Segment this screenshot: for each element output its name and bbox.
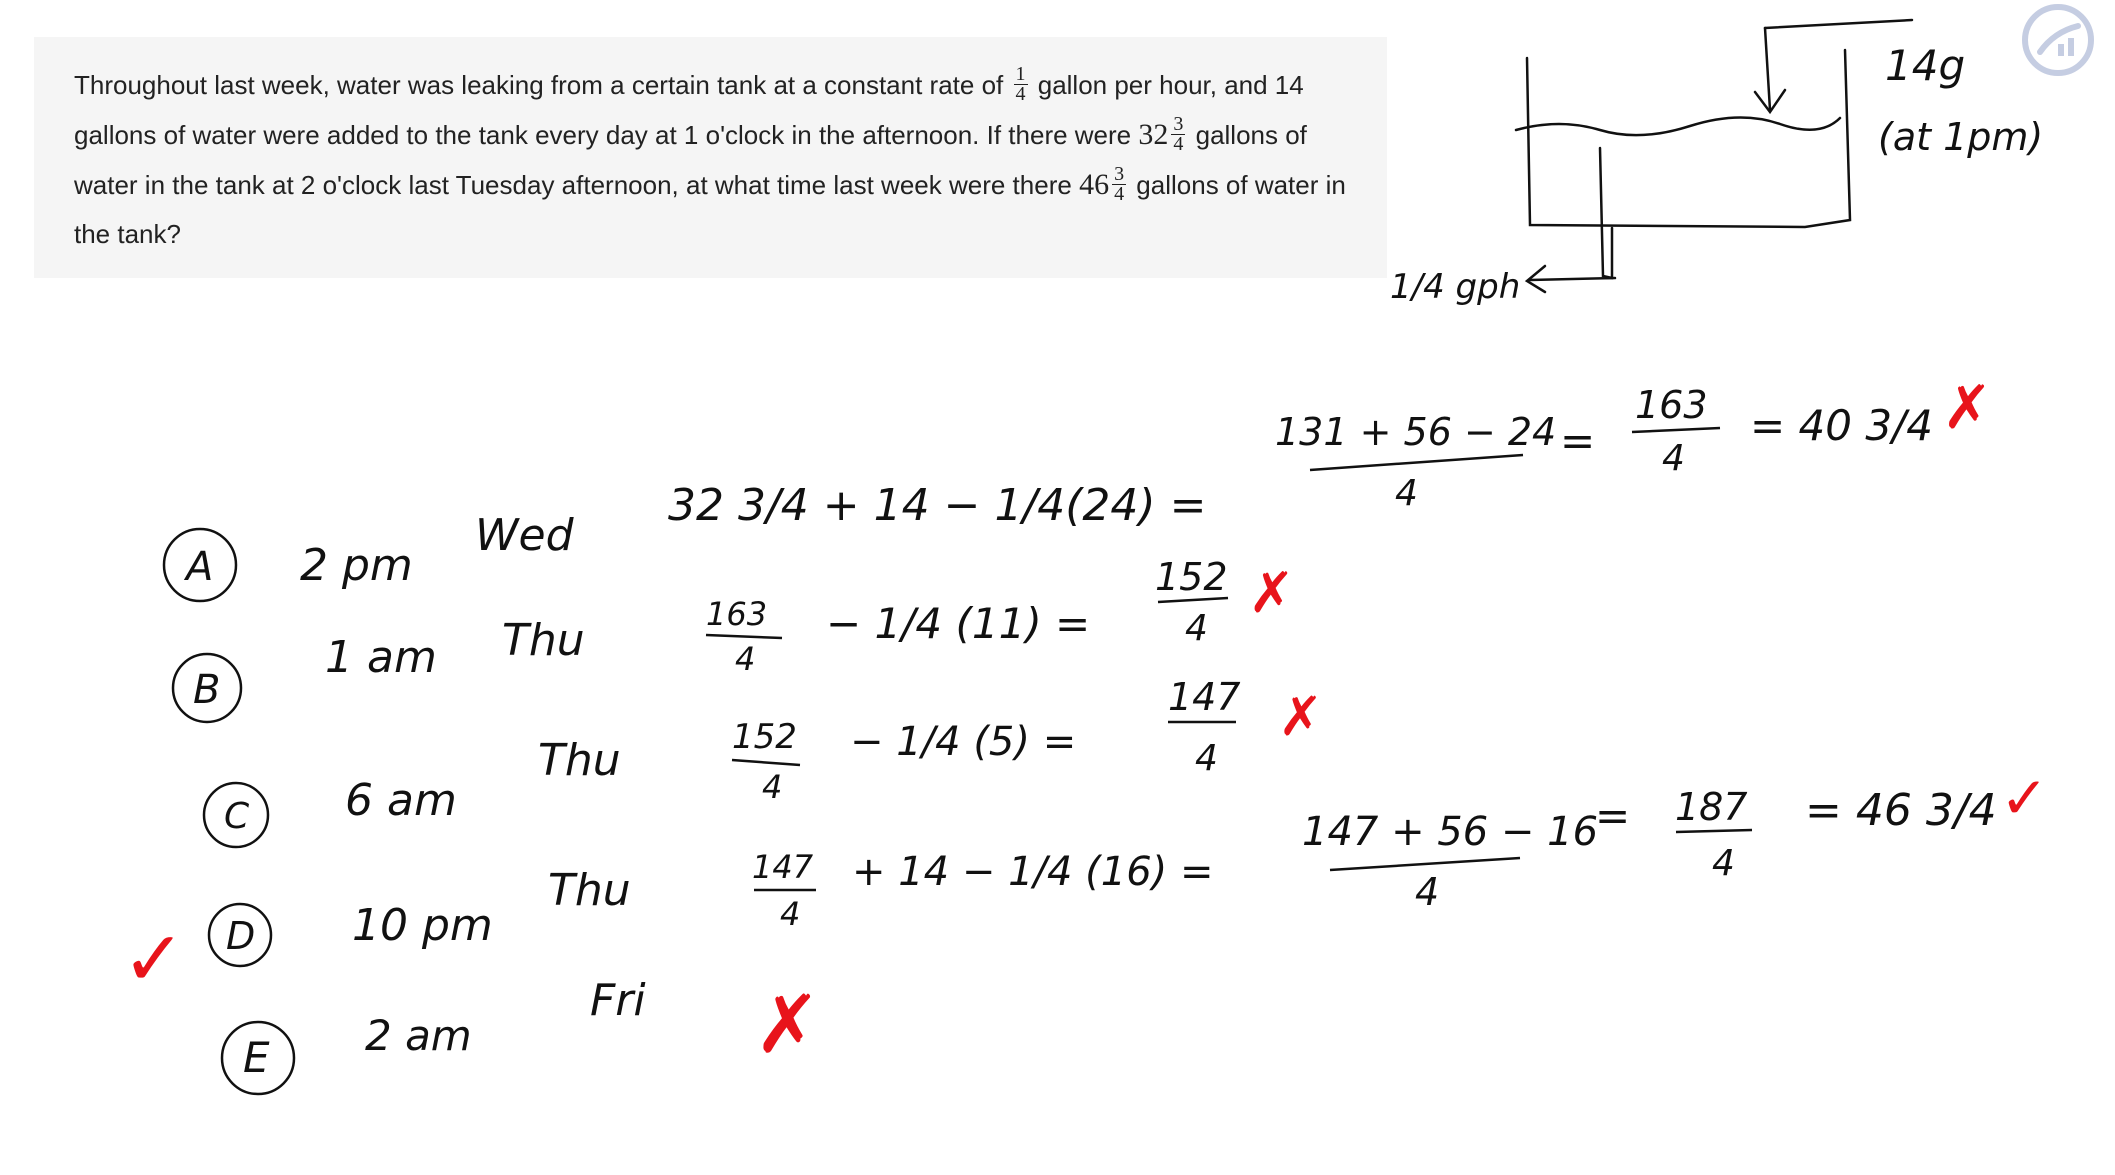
- choice-day: Wed: [475, 510, 574, 561]
- work-d-denominator-expr: 4: [1415, 870, 1440, 914]
- work-b-rest: − 1/4 (11) =: [826, 599, 1091, 648]
- choice-day: Thu: [502, 615, 585, 666]
- work-c-numerator: 152: [732, 717, 797, 757]
- inflow-amount-label: 14g: [1885, 41, 1966, 90]
- wrong-mark: ✗: [1942, 373, 1993, 443]
- choice-time: 2 pm: [300, 540, 413, 591]
- work-a-result-denominator: 4: [1662, 438, 1685, 479]
- choice-day: Thu: [538, 735, 621, 786]
- question-part-4: gallons of water in the tank?: [74, 170, 1346, 249]
- work-b-numerator: 163: [706, 595, 768, 633]
- fraction-numerator: 3: [1114, 162, 1125, 185]
- work-d-final: = 46 3/4: [1805, 785, 1997, 836]
- work-b-denominator: 4: [735, 640, 756, 678]
- work-choice-d: [752, 764, 2049, 933]
- mixed-number-whole: 46: [1079, 168, 1110, 201]
- choice-letter: B: [193, 667, 221, 713]
- wrong-mark: ✗: [1278, 685, 1324, 748]
- work-d-equals: =: [1595, 791, 1631, 840]
- work-a-denominator: 4: [1395, 473, 1418, 514]
- work-d-result-denominator: 4: [1712, 843, 1735, 884]
- choice-letter: D: [226, 914, 256, 958]
- choice-b: [173, 615, 585, 722]
- work-c-result-denominator: 4: [1195, 738, 1218, 779]
- inflow-pipe: [1765, 20, 1912, 28]
- choice-c: [204, 735, 621, 847]
- choice-day: Thu: [548, 865, 631, 916]
- choice-e-wrong-mark: ✗: [754, 978, 822, 1071]
- mixed-number-whole: 32: [1138, 118, 1169, 151]
- work-b-result-numerator: 152: [1155, 555, 1228, 599]
- fraction-denominator: 4: [1015, 82, 1026, 105]
- choice-letter: E: [243, 1033, 270, 1082]
- choice-e: [222, 975, 646, 1094]
- fraction-numerator: 3: [1173, 112, 1184, 135]
- question-part-3: gallons of water in the tank at 2 o'clock last Tuesday afternoon, at what time last week were there: [74, 120, 1307, 200]
- tank-diagram: [1516, 20, 1912, 292]
- wrong-mark: ✗: [1248, 561, 1295, 626]
- question-part-1: Throughout last week, water was leaking from a certain tank at a constant rate of: [74, 70, 1004, 100]
- fraction-denominator: 4: [1173, 132, 1184, 155]
- fraction-numerator: 1: [1015, 62, 1026, 85]
- answer-choices: [164, 510, 646, 1094]
- work-b-result-denominator: 4: [1185, 608, 1208, 649]
- correct-mark: ✓: [2000, 764, 2049, 832]
- work-a-final: = 40 3/4: [1750, 401, 1933, 450]
- fraction-bar: [1676, 830, 1752, 832]
- choice-letter: C: [224, 796, 250, 837]
- work-choice-a: [668, 373, 1992, 531]
- work-choice-b: [706, 555, 1295, 678]
- leak-rate-label: 1/4 gph: [1390, 267, 1521, 307]
- tank-outline: [1527, 50, 1850, 227]
- choice-time: 2 am: [365, 1011, 472, 1060]
- choice-time: 1 am: [325, 632, 437, 683]
- work-d-rest: + 14 − 1/4 (16) =: [852, 849, 1214, 895]
- work-d-result-numerator: 187: [1675, 785, 1748, 829]
- work-a-result-numerator: 163: [1635, 383, 1708, 427]
- work-a-numerator: 131 + 56 − 24: [1275, 410, 1557, 454]
- fraction-bar: [1330, 858, 1520, 870]
- work-d-numerator-expr: 147 + 56 − 16: [1302, 809, 1599, 855]
- water-surface: [1516, 117, 1840, 135]
- work-d-numerator: 147: [752, 848, 814, 886]
- question-part-2: gallon per hour, and 14 gallons of water were added to the tank every day at 1 o'clock in the afternoon. If there were: [74, 70, 1304, 150]
- fraction-bar: [1632, 428, 1720, 432]
- work-c-denominator: 4: [762, 768, 783, 806]
- choice-day: Fri: [590, 975, 646, 1026]
- fraction-bar: [1310, 455, 1523, 470]
- choice-d: [209, 865, 631, 966]
- work-d-denominator: 4: [780, 895, 801, 933]
- choice-time: 6 am: [345, 775, 457, 826]
- selected-answer-check: ✓: [122, 914, 186, 1003]
- inflow-time-label: (at 1pm): [1878, 115, 2044, 159]
- inflow-pipe-drop: [1765, 28, 1770, 110]
- work-c-result-numerator: 147: [1168, 675, 1241, 719]
- choice-time: 10 pm: [352, 900, 493, 951]
- work-a-left: 32 3/4 + 14 − 1/4(24) =: [668, 480, 1207, 531]
- choice-a: [164, 510, 575, 601]
- fraction-bar: [706, 635, 782, 638]
- leak-arrow-line: [1530, 278, 1615, 280]
- fraction-denominator: 4: [1114, 182, 1125, 205]
- choice-letter: A: [186, 544, 214, 590]
- leak-pipe: [1600, 148, 1612, 278]
- work-a-equals: =: [1560, 416, 1596, 465]
- work-choice-c: [732, 675, 1323, 806]
- work-c-rest: − 1/4 (5) =: [850, 719, 1077, 765]
- fraction-bar: [732, 760, 800, 765]
